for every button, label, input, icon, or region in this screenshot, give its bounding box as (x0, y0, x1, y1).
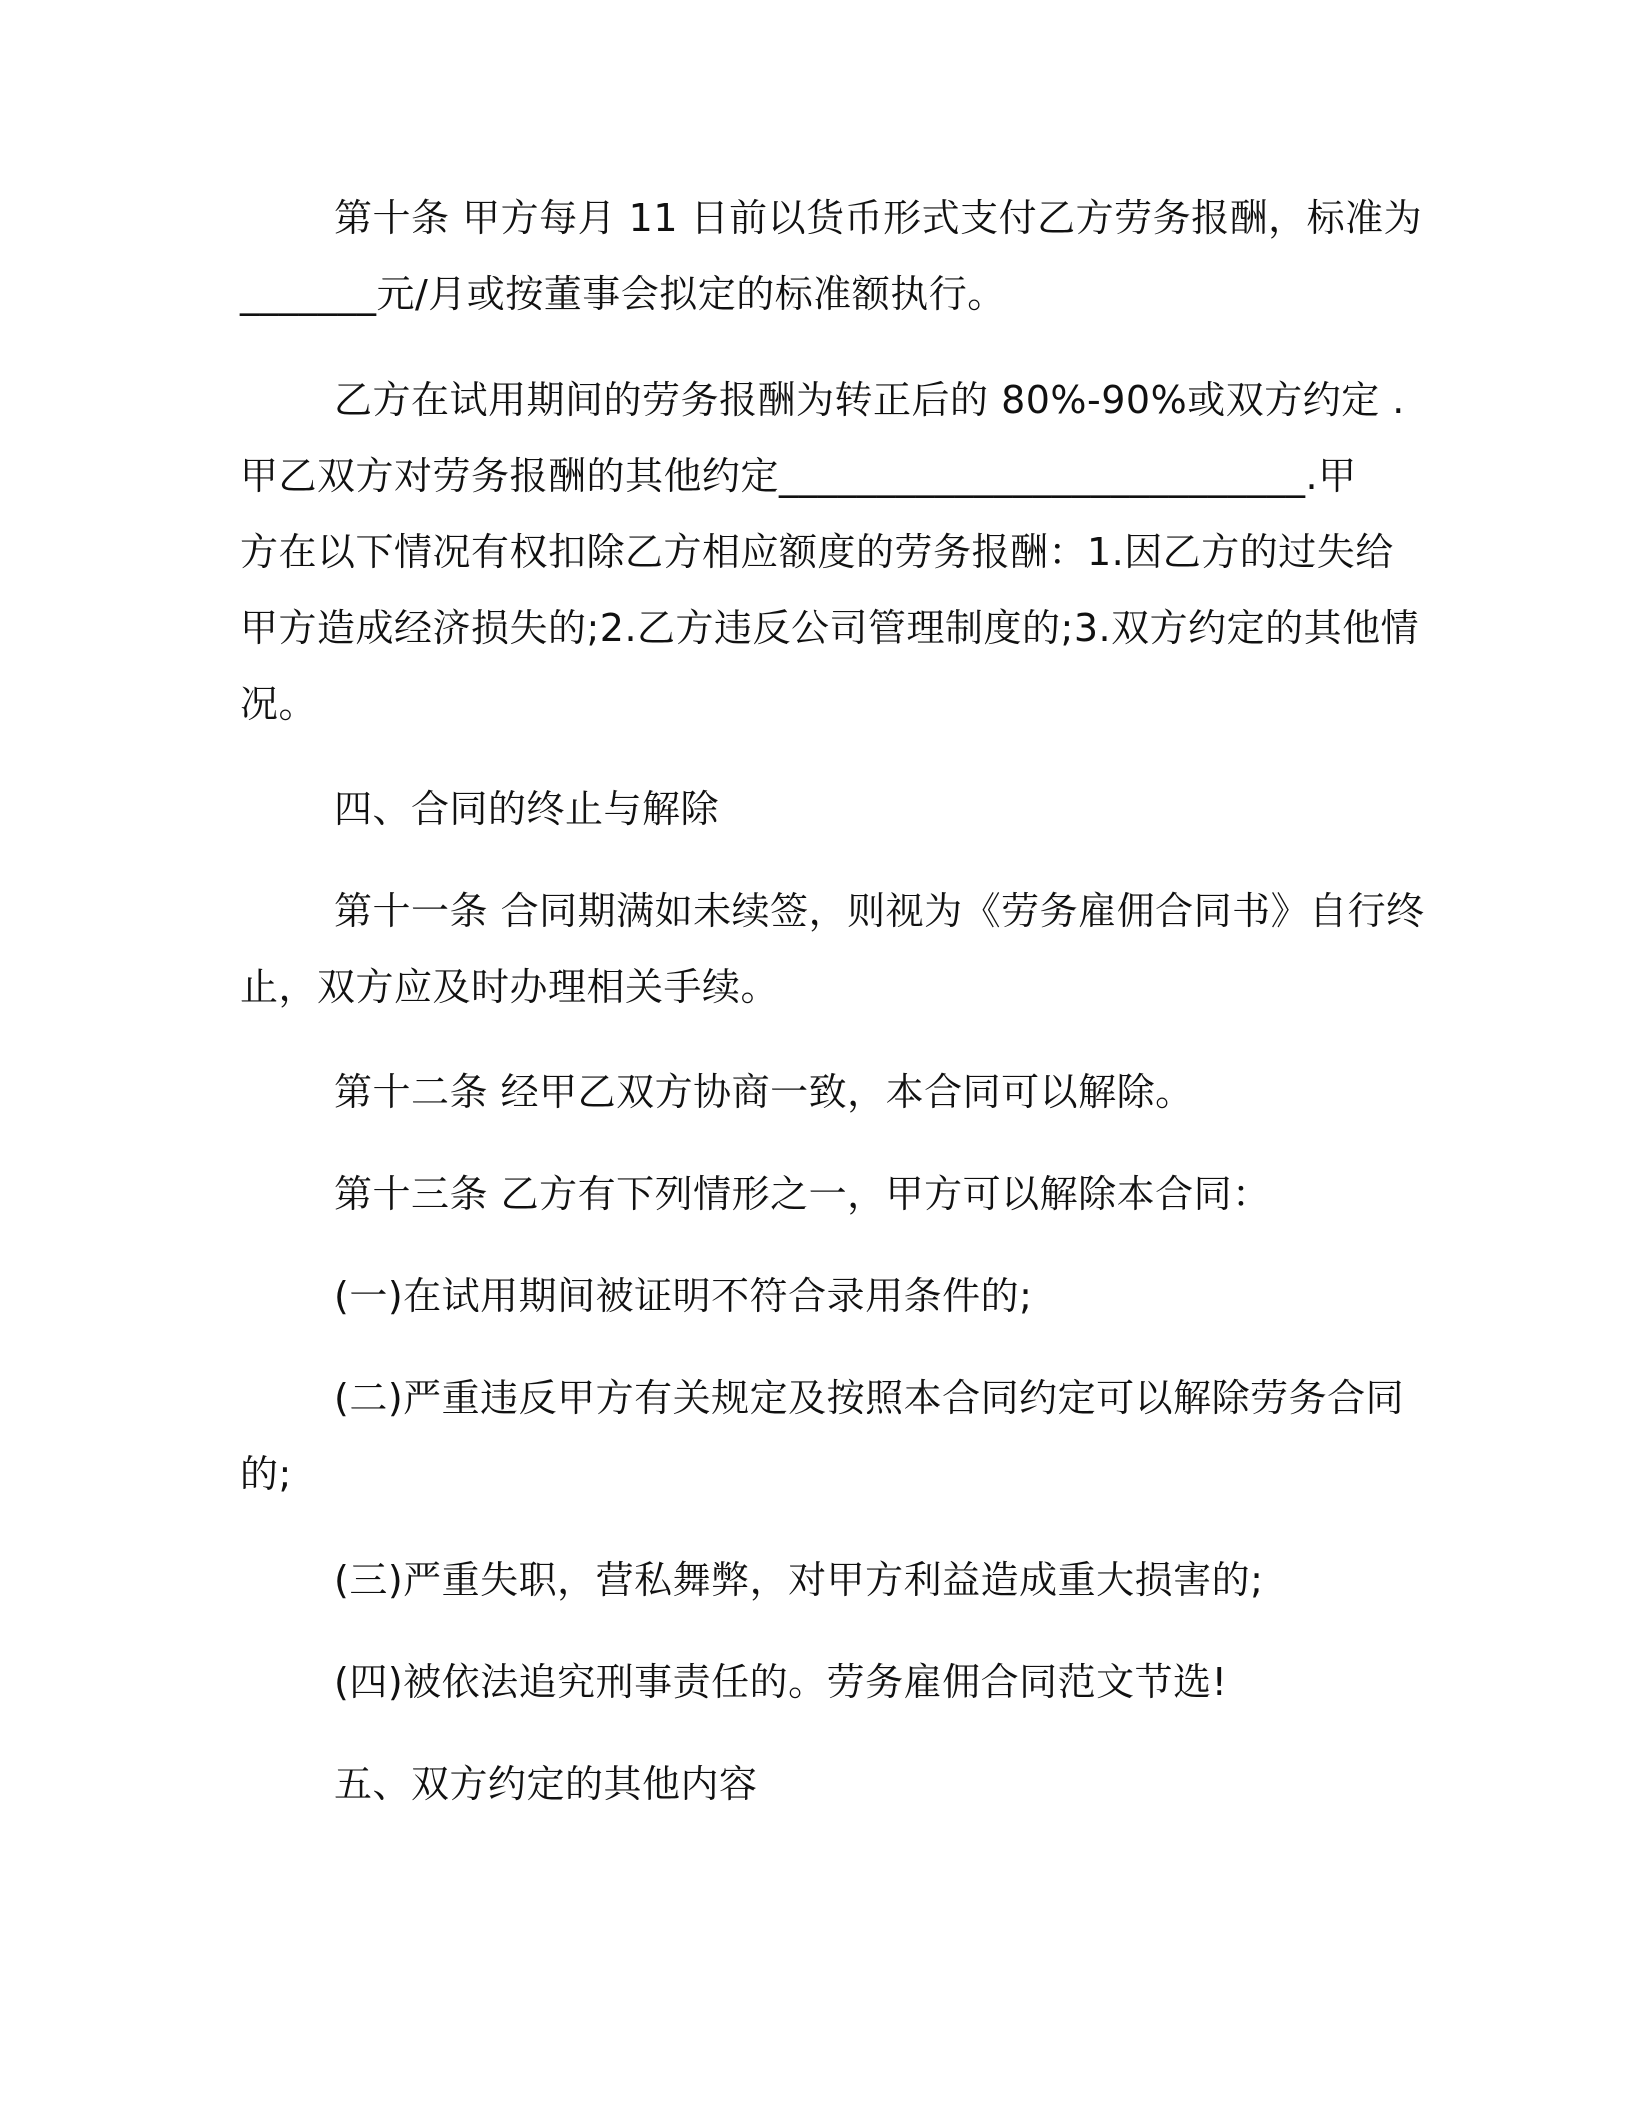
clause-3: (三)严重失职，营私舞弊，对甲方利益造成重大损害的; (334, 1558, 1264, 1602)
probation-pay-line-4: 甲方造成经济损失的;2.乙方违反公司管理制度的;3.双方约定的其他情 (240, 606, 1420, 650)
clause-2-line-2: 的; (240, 1452, 292, 1496)
probation-pay-line-3: 方在以下情况有权扣除乙方相应额度的劳务报酬：1.因乙方的过失给 (240, 530, 1394, 574)
article-13: 第十三条 乙方有下列情形之一，甲方可以解除本合同： (334, 1172, 1271, 1216)
clause-2-line-1: (二)严重违反甲方有关规定及按照本合同约定可以解除劳务合同 (334, 1376, 1405, 1420)
section-5-heading: 五、双方约定的其他内容 (334, 1762, 758, 1806)
probation-pay-line-5: 况。 (240, 682, 318, 726)
clause-1: (一)在试用期间被证明不符合录用条件的; (334, 1274, 1033, 1318)
article-10-line-1: 第十条 甲方每月 11 日前以货币形式支付乙方劳务报酬，标准为 (334, 196, 1423, 240)
probation-pay-line-1: 乙方在试用期间的劳务报酬为转正后的 80%-90%或双方约定 . (334, 378, 1405, 422)
article-10-line-2: _______元/月或按董事会拟定的标准额执行。 (240, 272, 1006, 316)
probation-pay-line-2: 甲乙双方对劳务报酬的其他约定___________________________.甲 (240, 454, 1357, 498)
clause-4: (四)被依法追究刑事责任的。劳务雇佣合同范文节选! (334, 1660, 1228, 1704)
article-12: 第十二条 经甲乙双方协商一致，本合同可以解除。 (334, 1070, 1194, 1114)
section-4-heading: 四、合同的终止与解除 (334, 787, 720, 831)
article-11-line-1: 第十一条 合同期满如未续签，则视为《劳务雇佣合同书》自行终 (334, 889, 1425, 933)
article-11-line-2: 止，双方应及时办理相关手续。 (240, 965, 780, 1009)
